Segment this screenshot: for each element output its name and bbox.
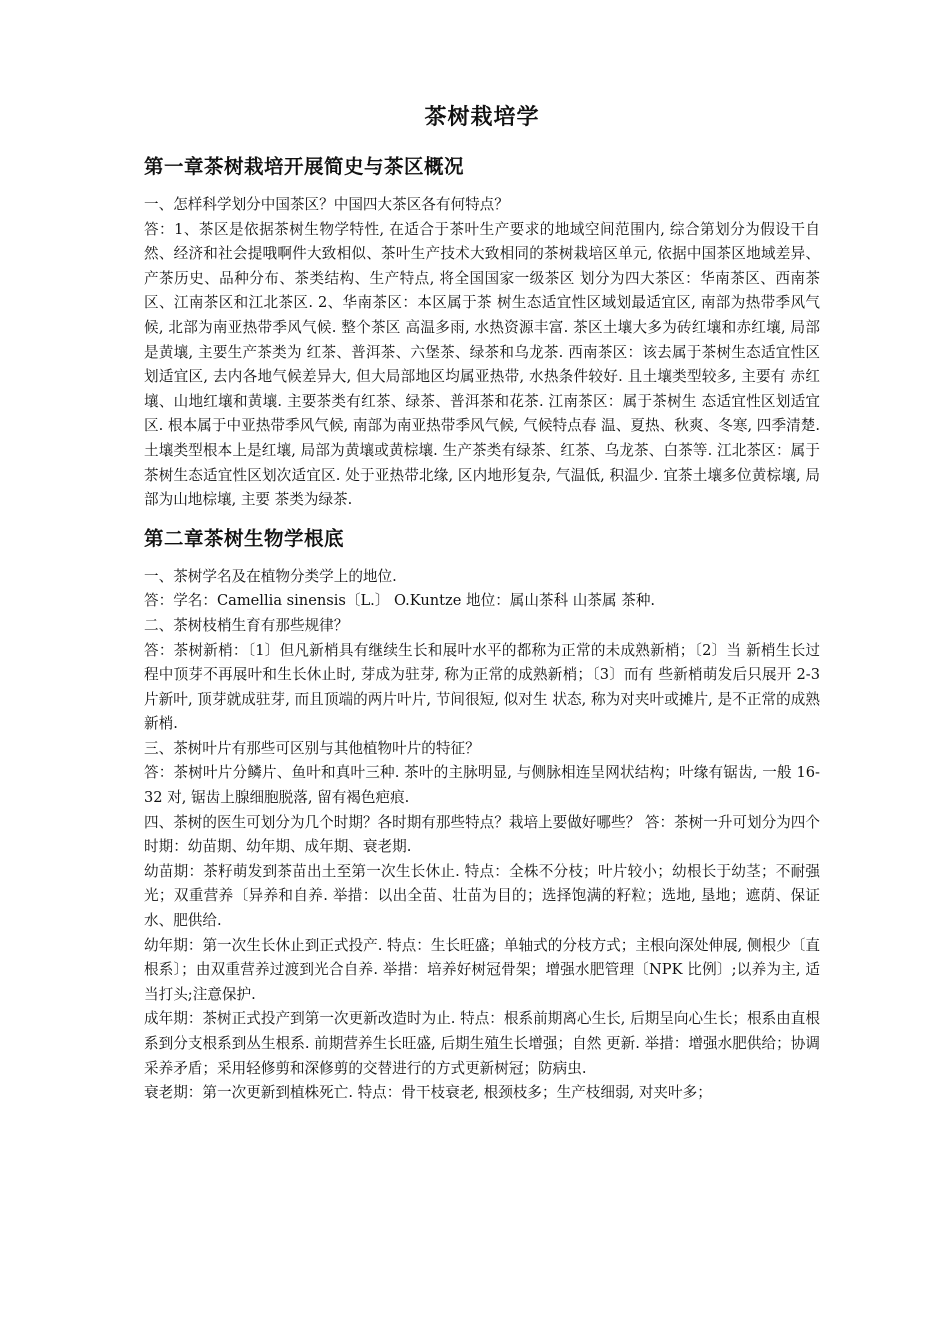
chapter-2-paragraph: 幼苗期：茶籽萌发到茶苗出土至第一次生长休止. 特点：全株不分枝；叶片较小；幼根长于幼茎；不耐强光；双重营养〔异养和自养. 举措：以出全苗、壮苗为目的；选择饱满的籽粒；选地, 垦地；遮荫、保证水、肥供给. (144, 862, 820, 930)
document-title: 茶树栽培学 (424, 104, 540, 130)
chapter-2-paragraph: 答：茶树新梢：〔1〕但凡新梢具有继续生长和展叶水平的都称为正常的未成熟新梢；〔2〕当 新梢生长过程中顶芽不再展叶和生长休止时, 芽成为驻芽, 称为正常的成熟新梢；〔3〕而有 些新梢萌发后只展开 2-3 片新叶, 顶芽就成驻芽, 而且顶端的两片叶片, 节间很短, 似对生 状态, 称为对夹叶或摊片, 是不正常的成熟新梢. (144, 641, 820, 733)
chapter-2-body (144, 565, 820, 1106)
chapter-2-paragraph: 幼年期：第一次生长休止到正式投产. 特点：生长旺盛；单轴式的分枝方式；主根向深处伸展, 侧根少〔直根系〕；由双重营养过渡到光合自养. 举措：培养好树冠骨架；增强水肥管理〔NPK 比例〕;以养为主, 适当打头;注意保护. (144, 936, 820, 1003)
chapter-2-paragraph: 四、茶树的医生可划分为几个时期？各时期有那些特点？栽培上要做好哪些？ 答：茶树一升可划分为四个时期：幼苗期、幼年期、成年期、衰老期. (144, 813, 820, 856)
chapter-2-paragraph: 答：茶树叶片分鳞片、鱼叶和真叶三种. 茶叶的主脉明显, 与侧脉相连呈网状结构；叶缘有锯齿, 一般 16-32 对, 锯齿上腺细胞脱落, 留有褐色疤痕. (144, 764, 820, 807)
chapter-2-paragraph: 成年期：茶树正式投产到第一次更新改造时为止. 特点：根系前期离心生长, 后期呈向心生长；根系由直根系到分支根系到丛生根系. 前期营养生长旺盛, 后期生殖生长增强；自然 更新. 举措：增强水肥供给；协调采养矛盾；采用轻修剪和深修剪的交替进行的方式更新树冠；防病虫. (144, 1010, 820, 1077)
chapter-1-question-1: 一、怎样科学划分中国茶区？中国四大茶区各有何特点？ (144, 196, 509, 213)
chapter-2-paragraph: 答：学名：Camellia sinensis〔L.〕 O.Kuntze 地位：属山茶科 山茶属 茶种. (144, 592, 656, 610)
chapter-2-paragraph: 一、茶树学名及在植物分类学上的地位. (144, 567, 397, 585)
chapter-2-paragraph: 二、茶树枝梢生育有那些规律？ (144, 616, 349, 634)
chapter-1-answer-1: 答：1、茶区是依据茶树生物学特性, 在适合于茶叶生产要求的地域空间范围内, 综合第划分为假设干自然、经济和社会提哦啊件大致相似、茶叶生产技术大致相同的茶树栽培区单元, 依据中国茶区地域差异、产茶历史、品种分布、茶类结构、生产特点, 将全国国家一级茶区 划分为四大茶区：华南茶区、西南茶区、江南茶区和江北茶区. 2、华南茶区：本区属于茶 树生态适宜性区域划最适宜区, 南部为热带季风气候, 北部为南亚热带季风气候. 整个茶区 高温多雨, 水热资源丰富. 茶区土壤大多为砖红壤和赤红壤, 局部是黄壤, 主要生产茶类为 红茶、普洱茶、六堡茶、绿茶和乌龙茶. 西南茶区：该去属于茶树生态适宜性区划适宜区, 去内各地气候差异大, 但大局部地区均属亚热带, 水热条件较好. 且土壤类型较多, 主要有 赤红壤、山地红壤和黄壤. 主要茶类有红茶、绿茶、普洱茶和花茶. 江南茶区：属于茶树生 态适宜性区划适宜区. 根本属于中亚热带季风气候, 南部为南亚热带季风气候, 气候特点春 温、夏热、秋爽、冬寒, 四季清楚. 土壤类型根本上是红壤, 局部为黄壤或黄棕壤. 生产茶类有绿茶、红茶、乌龙茶、白茶等. 江北茶区：属于茶树生态适宜性区划次适宜区. 处于亚热带北缘, 区内地形复杂, 气温低, 积温少. 宜茶土壤多位黄棕壤, 局部为山地棕壤, 主要 茶类为绿茶. (144, 220, 820, 509)
chapter-2-title: 第二章茶树生物学根底 (144, 526, 345, 550)
chapter-1-title: 第一章茶树栽培开展简史与茶区概况 (144, 155, 465, 178)
chapter-2-paragraph: 三、茶树叶片有那些可区别与其他植物叶片的特征？ (144, 739, 480, 757)
document-page (144, 100, 820, 1106)
chapter-2-paragraph: 衰老期：第一次更新到植株死亡. 特点：骨干枝衰老, 根颈枝多；生产枝细弱, 对夹叶多； (144, 1084, 712, 1102)
